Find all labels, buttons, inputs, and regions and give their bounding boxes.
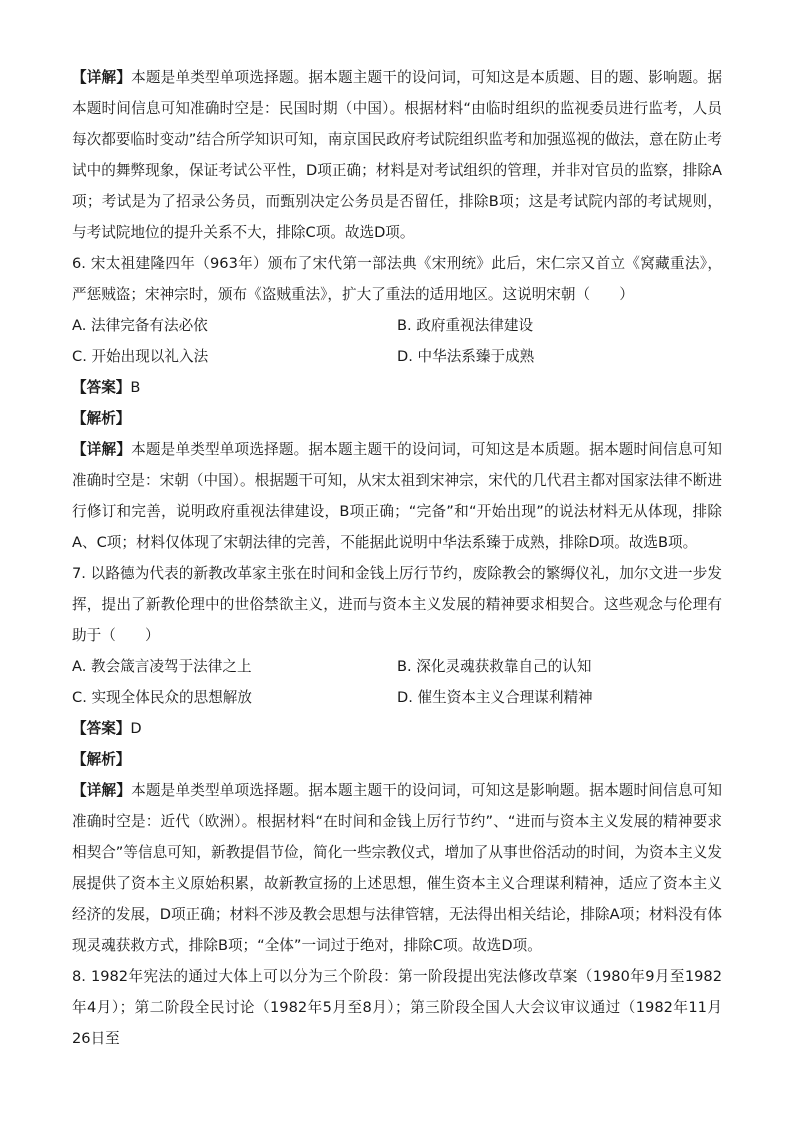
q8-stem: 8. 1982年宪法的通过大体上可以分为三个阶段：第一阶段提出宪法修改草案（1980年9月至1982年4月）；第二阶段全民讨论（1982年5月至8月）；第三阶段全国人大会议审议通过（1982年11月26日至 [72, 968, 722, 1047]
document-page [72, 62, 722, 1054]
detail-text: 本题是单类型单项选择题。据本题主题干的设问词，可知这是影响题。据本题时间信息可知准确时空是：近代（欧洲）。根据材料“在时间和金钱上厉行节约”、“进而与资本主义发展的精神要求相契合”等信息可知，新教提倡节俭，简化一些宗教仪式，增加了从事世俗活动的时间，为资本主义发展提供了资本主义原始积累，故新教宣扬的上述思想，催生资本主义合理谋利精神，适应了资本主义经济的发展，D项正确；材料不涉及教会思想与法律管辖，无法得出相关结论，排除A项；材料没有体现灵魂获救方式，排除B项；“全体”一词过于绝对，排除C项。故选D项。 [72, 782, 722, 954]
answer-value: D [130, 720, 142, 737]
q6-option-d: D. 中华法系臻于成熟 [397, 348, 535, 365]
q6-analysis [72, 403, 722, 434]
detail-label: 【详解】 [72, 782, 132, 799]
q7-option-a: A. 教会箴言凌驾于法律之上 [72, 658, 252, 675]
q5-detail [72, 62, 722, 248]
q6-option-b: B. 政府重视法律建设 [397, 317, 534, 334]
q7-answer [72, 713, 722, 744]
q6-options [72, 310, 722, 372]
q6-stem: 6. 宋太祖建隆四年（963年）颁布了宋代第一部法典《宋刑统》此后，宋仁宗又首立《窝藏重法》，严惩贼盗；宋神宗时，颁布《盗贼重法》，扩大了重法的适用地区。这说明宋朝（ ） [72, 255, 722, 303]
answer-value: B [130, 379, 141, 396]
q7-option-d: D. 催生资本主义合理谋利精神 [397, 689, 593, 706]
detail-label: 【详解】 [72, 441, 132, 458]
q7-stem: 7. 以路德为代表的新教改革家主张在时间和金钱上厉行节约，废除教会的繁缛仪礼，加尔文进一步发挥，提出了新教伦理中的世俗禁欲主义，进而与资本主义发展的精神要求相契合。这些观念与伦理有助于（ ） [72, 565, 722, 644]
q6-option-a: A. 法律完备有法必依 [72, 317, 208, 334]
q6-detail [72, 434, 722, 558]
q7-analysis [72, 744, 722, 775]
q7-detail [72, 775, 722, 961]
q6-option-c: C. 开始出现以礼入法 [72, 348, 209, 365]
analysis-label: 【解析】 [72, 410, 131, 427]
q6-answer [72, 372, 722, 403]
analysis-label: 【解析】 [72, 751, 131, 768]
answer-label: 【答案】 [72, 379, 131, 396]
q7-option-b: B. 深化灵魂获救靠自己的认知 [397, 658, 592, 675]
answer-label: 【答案】 [72, 720, 131, 737]
q7-option-c: C. 实现全体民众的思想解放 [72, 689, 253, 706]
detail-text: 本题是单类型单项选择题。据本题主题干的设问词，可知这是本质题、目的题、影响题。据本题时间信息可知准确时空是：民国时期（中国）。根据材料“由临时组织的监视委员进行监考，人员每次都要临时变动”结合所学知识可知，南京国民政府考试院组织监考和加强巡视的做法，意在防止考试中的舞弊现象，保证考试公平性，D项正确；材料是对考试组织的管理，并非对官员的监察，排除A项；考试是为了招录公务员，而甄别决定公务员是否留任，排除B项；这是考试院内部的考试规则，与考试院地位的提升关系不大，排除C项。故选D项。 [72, 69, 722, 241]
q7-options [72, 651, 722, 713]
detail-text: 本题是单类型单项选择题。据本题主题干的设问词，可知这是本质题。据本题时间信息可知准确时空是：宋朝（中国）。根据题干可知，从宋太祖到宋神宗，宋代的几代君主都对国家法律不断进行修订和完善，说明政府重视法律建设，B项正确；“完备”和“开始出现”的说法材料无从体现，排除A、C项；材料仅体现了宋朝法律的完善，不能据此说明中华法系臻于成熟，排除D项。故选B项。 [72, 441, 722, 551]
detail-label: 【详解】 [72, 69, 132, 86]
